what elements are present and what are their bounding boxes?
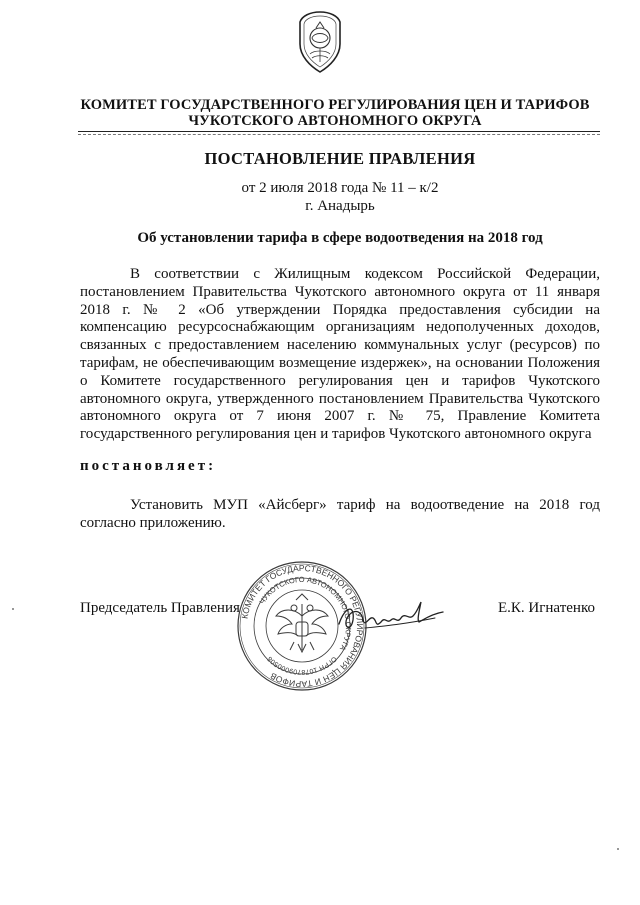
committee-name-line1: КОМИТЕТ ГОСУДАРСТВЕННОГО РЕГУЛИРОВАНИЯ ЦЕН И ТАРИФОВ (80, 97, 590, 113)
signatory-position: Председатель Правления (80, 600, 240, 616)
scan-speck (617, 848, 619, 850)
document-subject: Об установлении тарифа в сфере водоотведения на 2018 год (137, 230, 543, 246)
preamble-paragraph: В соответствии с Жилищным кодексом Российской Федерации, постановлением Правительства Чукотского автономного округа от 11 января 2018 г. № 2 «Об утверждении Порядка предоставления субсидии на компенсацию ресурсоснабжающим организациям недополученных доходов, связанных с предоставлением населению коммунальных услуг (ресурсов) по тарифам, не обеспечивающим возмещение издержек», на основании Положения о Комитете государственного регулирования цен и тарифов Чукотского автономного округа, утвержденного постановлением Правительства Чукотского автономного округа от 7 июня 2007 г. № 75, Правление Комитета государственного регулирования цен и тарифов Чукотского автономного округа (80, 266, 600, 443)
header-rule (78, 131, 600, 132)
committee-name (70, 97, 600, 129)
svg-text:ОГРН 1078709000508 (266, 655, 337, 675)
seal-id-text: ОГРН 1078709000508 (266, 654, 338, 676)
double-headed-eagle-icon (276, 594, 328, 652)
coat-of-arms-emblem (296, 10, 344, 74)
resolves-label: постановляет: (80, 458, 217, 474)
seal-outer-text: КОМИТЕТ ГОСУДАРСТВЕННОГО РЕГУЛИРОВАНИЯ ЦЕН И ТАРИФОВ (239, 562, 366, 690)
scan-speck (12, 608, 14, 610)
signatory-name: Е.К. Игнатенко (498, 600, 595, 616)
document-date-number: от 2 июля 2018 года № 11 – к/2 (241, 180, 439, 196)
document-title: ПОСТАНОВЛЕНИЕ ПРАВЛЕНИЯ (204, 149, 476, 168)
handwritten-signature (335, 598, 445, 638)
committee-name-line2: ЧУКОТСКОГО АВТОНОМНОГО ОКРУГА (188, 113, 482, 129)
header-rule-dashed (78, 134, 600, 135)
decision-paragraph: Установить МУП «Айсберг» тариф на водоотведение на 2018 год согласно приложению. (80, 497, 600, 531)
seal-inner-text: ЧУКОТСКОГО АВТОНОМНОГО ОКРУГА (257, 574, 354, 653)
document-city: г. Анадырь (305, 198, 375, 214)
